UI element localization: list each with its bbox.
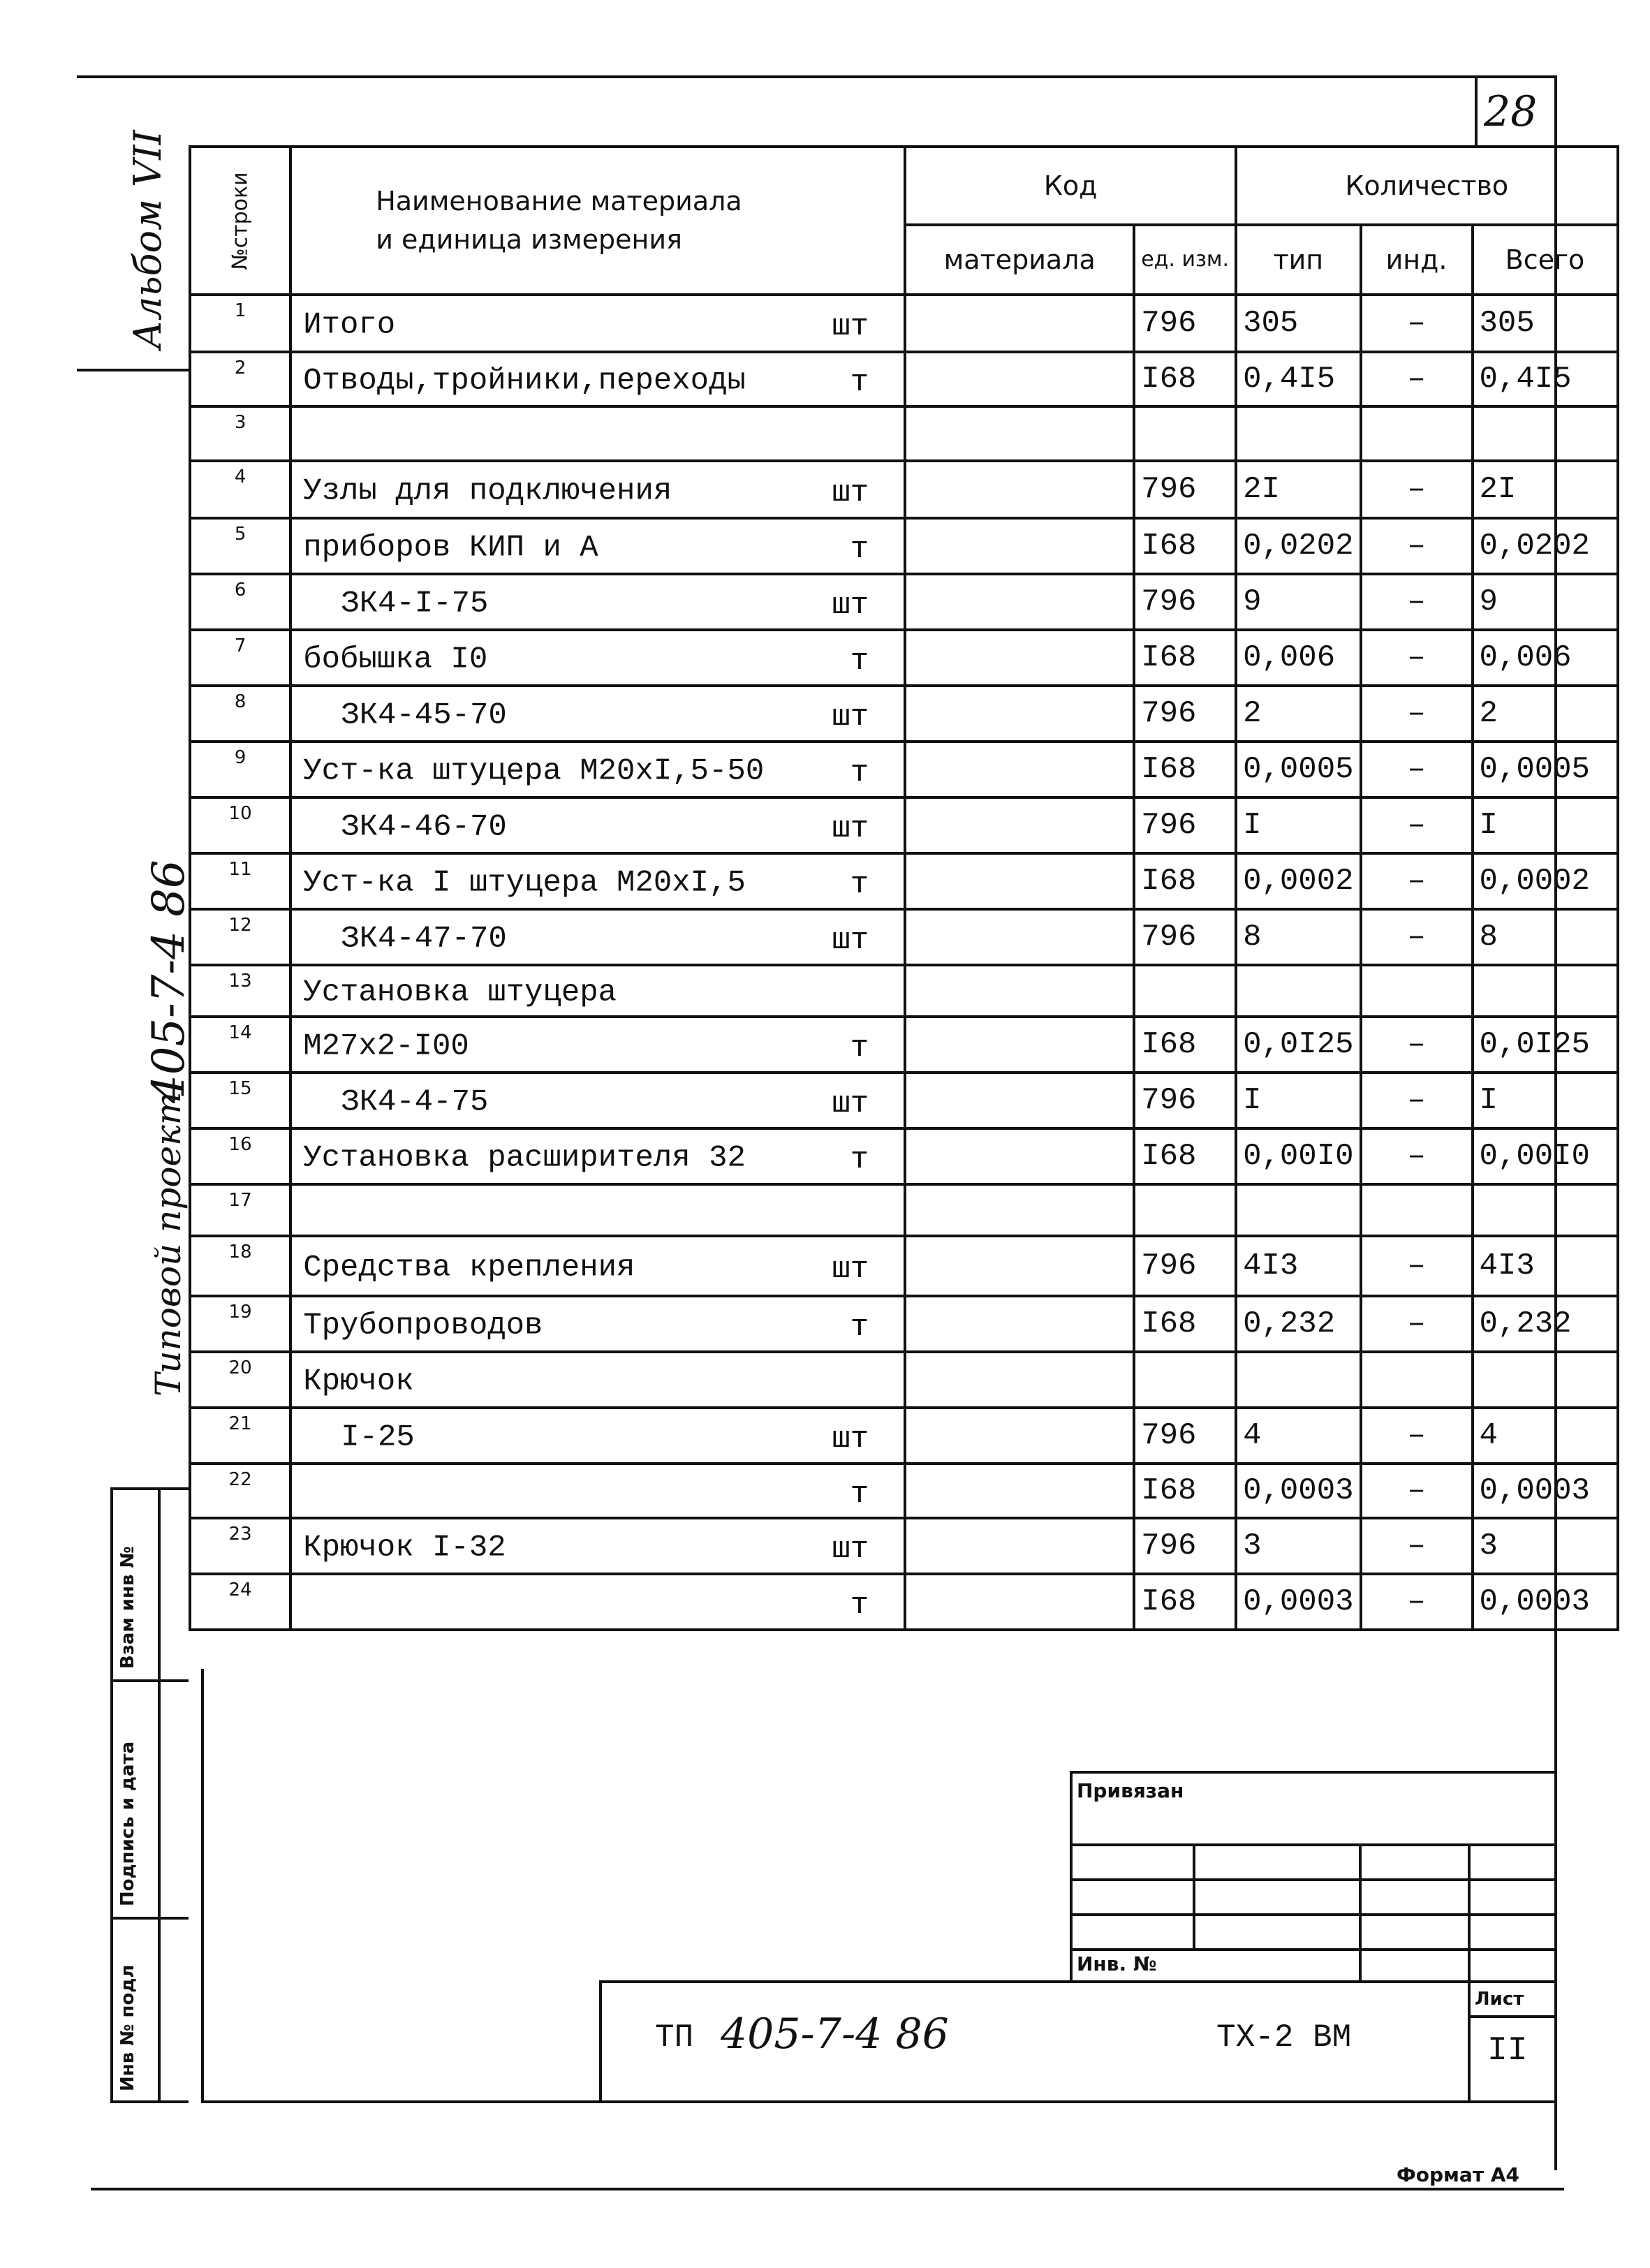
row-name: ЗК4-47-70 [341, 921, 507, 957]
row-qty-type: 0,0202 [1236, 518, 1360, 574]
row-qty-ind: – [1361, 574, 1473, 630]
row-unit: т [850, 1031, 869, 1066]
bound-label: Привязан [1077, 1779, 1184, 1802]
sheet-label-div [1468, 2015, 1557, 2018]
bound-row1 [1070, 1843, 1557, 1846]
row-number: 3 [190, 406, 290, 461]
row-number: 4 [190, 461, 290, 518]
row-qty-type: 4I3 [1236, 1236, 1360, 1296]
stamp-top [110, 1487, 189, 1490]
row-name-cell [290, 1574, 905, 1630]
row-qty-total: 9 [1473, 574, 1618, 630]
row-name-cell [290, 574, 905, 630]
row-qty-type: 3 [1236, 1518, 1360, 1574]
row-unit-code: 796 [1134, 909, 1236, 965]
row-unit-code [1134, 406, 1236, 461]
row-name: Установка расширителя 32 [303, 1140, 746, 1176]
row-name: ЗК4-4-75 [341, 1084, 489, 1120]
table-row [190, 797, 1618, 853]
row-material-code [905, 1574, 1134, 1630]
row-qty-ind: – [1361, 742, 1473, 797]
row-name: Трубопроводов [303, 1308, 543, 1343]
row-qty-type: 305 [1236, 295, 1360, 352]
row-name: Крючок [303, 1364, 414, 1399]
row-name-cell [290, 1464, 905, 1518]
row-unit-code: I68 [1134, 1128, 1236, 1184]
header-code-material: материала [905, 225, 1134, 295]
row-qty-type [1236, 1352, 1360, 1408]
row-qty-total: 0,0002 [1473, 853, 1618, 909]
row-number: 18 [190, 1236, 290, 1296]
table-row [190, 1574, 1618, 1630]
row-unit: т [850, 1310, 869, 1345]
bound-col2 [1359, 1843, 1362, 1980]
row-qty-ind: – [1361, 853, 1473, 909]
row-qty-ind [1361, 406, 1473, 461]
row-number: 15 [190, 1073, 290, 1128]
row-name: Крючок I-32 [303, 1530, 506, 1566]
row-unit: т [850, 1588, 869, 1623]
row-material-code [905, 909, 1134, 965]
row-unit-code: I68 [1134, 742, 1236, 797]
row-unit-code: I68 [1134, 518, 1236, 574]
row-qty-total [1473, 965, 1618, 1017]
title-top [599, 1980, 1557, 1983]
spec-table-body [190, 295, 1618, 1630]
row-qty-type: 2I [1236, 461, 1360, 518]
row-material-code [905, 352, 1134, 406]
row-unit: т [850, 756, 869, 790]
row-name: ЗК4-45-70 [341, 698, 507, 733]
row-material-code [905, 797, 1134, 853]
row-number: 23 [190, 1518, 290, 1574]
bound-col1 [1193, 1843, 1195, 1948]
row-name-cell [290, 1128, 905, 1184]
row-qty-type: 0,0I25 [1236, 1017, 1360, 1073]
row-number: 17 [190, 1184, 290, 1236]
row-qty-total: I [1473, 797, 1618, 853]
row-material-code [905, 295, 1134, 352]
row-qty-total [1473, 406, 1618, 461]
row-qty-total: 3 [1473, 1518, 1618, 1574]
row-unit: шт [832, 476, 869, 510]
sheet-label: Лист [1475, 1989, 1524, 2010]
row-unit-code: I68 [1134, 853, 1236, 909]
row-name: Уст-ка I штуцера М20хI,5 [303, 865, 746, 901]
row-qty-ind: – [1361, 1128, 1473, 1184]
row-unit-code: 796 [1134, 461, 1236, 518]
row-unit-code [1134, 1184, 1236, 1236]
row-material-code [905, 1128, 1134, 1184]
table-row [190, 1073, 1618, 1128]
row-qty-ind: – [1361, 295, 1473, 352]
row-name: ЗК4-46-70 [341, 809, 507, 845]
row-name-cell [290, 1518, 905, 1574]
header-name [290, 147, 905, 295]
row-number: 7 [190, 630, 290, 686]
row-qty-type: 0,0002 [1236, 853, 1360, 909]
row-material-code [905, 518, 1134, 574]
row-name: Итого [303, 307, 396, 343]
row-name: Уст-ка штуцера М20хI,5-50 [303, 753, 765, 789]
row-unit-code: 796 [1134, 295, 1236, 352]
row-unit: т [850, 1142, 869, 1177]
row-number: 16 [190, 1128, 290, 1184]
header-quantity: Количество [1236, 147, 1617, 225]
table-row [190, 742, 1618, 797]
row-material-code [905, 1464, 1134, 1518]
row-name-cell [290, 1408, 905, 1464]
row-qty-type: I [1236, 1073, 1360, 1128]
row-material-code [905, 742, 1134, 797]
row-qty-ind: – [1361, 461, 1473, 518]
row-unit-code: 796 [1134, 1236, 1236, 1296]
row-material-code [905, 1017, 1134, 1073]
row-name-cell [290, 406, 905, 461]
row-qty-total: I [1473, 1073, 1618, 1128]
row-qty-ind: – [1361, 1464, 1473, 1518]
row-name: Отводы,тройники,переходы [303, 363, 746, 399]
row-material-code [905, 1408, 1134, 1464]
table-row [190, 853, 1618, 909]
row-qty-type: 0,00I0 [1236, 1128, 1360, 1184]
row-number: 22 [190, 1464, 290, 1518]
header-row-no: №строки [190, 147, 290, 295]
tp-prefix: ТП [655, 2019, 694, 2056]
left-margin-tick [77, 369, 189, 371]
row-name: ЗК4-I-75 [341, 586, 489, 621]
row-unit: т [850, 867, 869, 902]
row-unit: шт [832, 923, 869, 958]
row-qty-total: 0,006 [1473, 630, 1618, 686]
row-name-cell [290, 1296, 905, 1352]
row-qty-total: 305 [1473, 295, 1618, 352]
row-qty-total: 4 [1473, 1408, 1618, 1464]
row-qty-ind: – [1361, 1574, 1473, 1630]
inv-no-label: Инв. № [1077, 1952, 1157, 1975]
page-number-box-left [1475, 75, 1478, 145]
row-qty-total: 8 [1473, 909, 1618, 965]
table-row [190, 1017, 1618, 1073]
row-material-code [905, 574, 1134, 630]
row-material-code [905, 686, 1134, 742]
row-qty-type: 2 [1236, 686, 1360, 742]
header-code: Код [905, 147, 1236, 225]
album-label: Альбом VII [126, 130, 170, 349]
row-name: приборов КИП и А [303, 530, 598, 566]
row-unit-code: I68 [1134, 1017, 1236, 1073]
stamp-bottom [110, 2100, 189, 2103]
row-unit: шт [832, 309, 869, 344]
row-name-cell [290, 461, 905, 518]
row-name: Узлы для подключения [303, 473, 672, 509]
row-name-cell [290, 965, 905, 1017]
row-name-cell [290, 518, 905, 574]
table-row [190, 1518, 1618, 1574]
row-number: 19 [190, 1296, 290, 1352]
row-name-cell [290, 1236, 905, 1296]
row-qty-ind: – [1361, 1073, 1473, 1128]
row-name-cell [290, 352, 905, 406]
row-number: 8 [190, 686, 290, 742]
row-unit-code [1134, 1352, 1236, 1408]
row-material-code [905, 1236, 1134, 1296]
row-qty-ind: – [1361, 630, 1473, 686]
row-unit: т [850, 644, 869, 679]
row-unit: шт [832, 1252, 869, 1287]
row-number: 21 [190, 1408, 290, 1464]
row-unit-code: I68 [1134, 630, 1236, 686]
row-unit: т [850, 365, 869, 400]
row-unit: т [850, 532, 869, 567]
row-material-code [905, 853, 1134, 909]
table-row [190, 965, 1618, 1017]
row-number: 10 [190, 797, 290, 853]
table-row [190, 1352, 1618, 1408]
header-name-line2: и единица измерения [376, 224, 682, 255]
row-qty-total: 0,00I0 [1473, 1128, 1618, 1184]
doc-code: ТХ-2 ВМ [1216, 2019, 1352, 2056]
row-qty-ind: – [1361, 1518, 1473, 1574]
bound-row3 [1070, 1913, 1557, 1916]
row-unit: т [850, 1477, 869, 1512]
bound-top [1070, 1771, 1557, 1774]
row-name: М27х2-I00 [303, 1029, 469, 1064]
stamp-label-replace-inv: Взам инв № [117, 1546, 138, 1669]
row-qty-type [1236, 406, 1360, 461]
row-unit-code: I68 [1134, 1464, 1236, 1518]
stamp-col-inner [158, 1487, 161, 2102]
row-qty-ind: – [1361, 797, 1473, 853]
row-qty-ind: – [1361, 686, 1473, 742]
stamp-col-outer [110, 1487, 113, 2102]
header-code-unit: ед. изм. [1134, 225, 1236, 295]
row-material-code [905, 1518, 1134, 1574]
row-unit: шт [832, 1087, 869, 1121]
bound-col3 [1468, 1843, 1471, 1980]
table-row [190, 1128, 1618, 1184]
row-qty-total: 0,0I25 [1473, 1017, 1618, 1073]
row-name-cell [290, 1184, 905, 1236]
row-unit-code: 796 [1134, 1408, 1236, 1464]
row-qty-total: 0,0202 [1473, 518, 1618, 574]
header-qty-ind: инд. [1361, 225, 1473, 295]
table-row [190, 1236, 1618, 1296]
project-code-vertical: 405-7-4 86 [143, 860, 195, 1103]
row-name: Средства крепления [303, 1250, 635, 1286]
row-unit-code: I68 [1134, 1296, 1236, 1352]
stamp-label-signature-date: Подпись и дата [117, 1741, 138, 1906]
table-row [190, 1408, 1618, 1464]
bound-row2 [1070, 1878, 1557, 1881]
row-number: 11 [190, 853, 290, 909]
row-unit: шт [832, 1422, 869, 1457]
row-unit-code: I68 [1134, 1574, 1236, 1630]
spec-table [189, 145, 1619, 1631]
row-material-code [905, 1073, 1134, 1128]
row-name-cell [290, 1352, 905, 1408]
row-name: I-25 [341, 1420, 415, 1455]
lower-bottom-frame [201, 2100, 1557, 2103]
sheet-col-left [1468, 1980, 1471, 2100]
row-number: 1 [190, 295, 290, 352]
row-qty-type: 0,4I5 [1236, 352, 1360, 406]
row-unit-code: 796 [1134, 1073, 1236, 1128]
row-qty-type: 9 [1236, 574, 1360, 630]
row-unit-code: 796 [1134, 797, 1236, 853]
row-qty-total: 4I3 [1473, 1236, 1618, 1296]
table-row [190, 574, 1618, 630]
tp-code: 405-7-4 86 [721, 2010, 949, 2059]
table-row [190, 406, 1618, 461]
row-qty-total: 0,0003 [1473, 1574, 1618, 1630]
row-unit-code: 796 [1134, 686, 1236, 742]
row-number: 6 [190, 574, 290, 630]
row-qty-ind [1361, 1184, 1473, 1236]
row-material-code [905, 1352, 1134, 1408]
row-qty-type [1236, 965, 1360, 1017]
row-qty-ind: – [1361, 352, 1473, 406]
table-row [190, 461, 1618, 518]
row-material-code [905, 965, 1134, 1017]
row-number: 9 [190, 742, 290, 797]
page-number: 28 [1484, 87, 1538, 136]
row-qty-ind: – [1361, 518, 1473, 574]
row-qty-ind [1361, 1352, 1473, 1408]
stamp-div1 [110, 1679, 189, 1682]
stamp-div2 [110, 1917, 189, 1920]
row-qty-ind [1361, 965, 1473, 1017]
row-qty-total: 0,0005 [1473, 742, 1618, 797]
row-unit-code: 796 [1134, 574, 1236, 630]
row-name-cell [290, 797, 905, 853]
row-material-code [905, 461, 1134, 518]
row-qty-total: 0,4I5 [1473, 352, 1618, 406]
row-number: 14 [190, 1017, 290, 1073]
row-unit-code [1134, 965, 1236, 1017]
row-number: 13 [190, 965, 290, 1017]
row-qty-type: 8 [1236, 909, 1360, 965]
row-number: 2 [190, 352, 290, 406]
table-row [190, 1464, 1618, 1518]
row-material-code [905, 1184, 1134, 1236]
row-qty-total: 0,0003 [1473, 1464, 1618, 1518]
row-name-cell [290, 742, 905, 797]
row-qty-type: 0,0003 [1236, 1464, 1360, 1518]
row-name-cell [290, 686, 905, 742]
row-qty-type: 4 [1236, 1408, 1360, 1464]
table-row [190, 909, 1618, 965]
row-qty-type: 0,232 [1236, 1296, 1360, 1352]
header-qty-total: Всего [1473, 225, 1618, 295]
row-qty-type [1236, 1184, 1360, 1236]
row-qty-type: I [1236, 797, 1360, 853]
project-label: Типовой проект [148, 1091, 189, 1397]
title-left [599, 1980, 602, 2100]
row-material-code [905, 630, 1134, 686]
row-material-code [905, 406, 1134, 461]
row-name-cell [290, 853, 905, 909]
row-qty-total [1473, 1352, 1618, 1408]
row-qty-type: 0,006 [1236, 630, 1360, 686]
row-name-cell [290, 1017, 905, 1073]
row-unit: шт [832, 588, 869, 623]
format-label: Формат А4 [1397, 2163, 1519, 2186]
table-row [190, 630, 1618, 686]
top-border-line [77, 75, 1557, 78]
row-qty-ind: – [1361, 1296, 1473, 1352]
row-unit: шт [832, 700, 869, 735]
bound-row4 [1070, 1948, 1557, 1951]
table-row [190, 295, 1618, 352]
row-material-code [905, 1296, 1134, 1352]
row-name: бобышка I0 [303, 642, 488, 677]
row-unit-code: 796 [1134, 1518, 1236, 1574]
row-qty-ind: – [1361, 1408, 1473, 1464]
row-qty-type: 0,0003 [1236, 1574, 1360, 1630]
table-row [190, 686, 1618, 742]
row-qty-total: 2I [1473, 461, 1618, 518]
table-row [190, 1184, 1618, 1236]
lower-left-frame [201, 1669, 204, 2102]
row-qty-type: 0,0005 [1236, 742, 1360, 797]
row-name-cell [290, 630, 905, 686]
row-name-cell [290, 909, 905, 965]
row-qty-total [1473, 1184, 1618, 1236]
bottom-border-line [91, 2188, 1564, 2190]
table-row [190, 518, 1618, 574]
row-number: 12 [190, 909, 290, 965]
row-name: Установка штуцера [303, 975, 617, 1010]
row-number: 5 [190, 518, 290, 574]
header-name-line1: Наименование материала [376, 185, 742, 216]
row-qty-ind: – [1361, 909, 1473, 965]
sheet-number: II [1487, 2032, 1528, 2070]
row-name-cell [290, 1073, 905, 1128]
row-unit-code: I68 [1134, 352, 1236, 406]
stamp-label-inv-orig: Инв № подл [117, 1964, 138, 2091]
header-qty-type: тип [1236, 225, 1360, 295]
row-number: 20 [190, 1352, 290, 1408]
row-unit: шт [832, 1532, 869, 1567]
row-qty-ind: – [1361, 1236, 1473, 1296]
table-row [190, 352, 1618, 406]
row-unit: шт [832, 811, 869, 846]
table-row [190, 1296, 1618, 1352]
row-qty-ind: – [1361, 1017, 1473, 1073]
row-qty-total: 0,232 [1473, 1296, 1618, 1352]
row-qty-total: 2 [1473, 686, 1618, 742]
row-name-cell [290, 295, 905, 352]
row-number: 24 [190, 1574, 290, 1630]
